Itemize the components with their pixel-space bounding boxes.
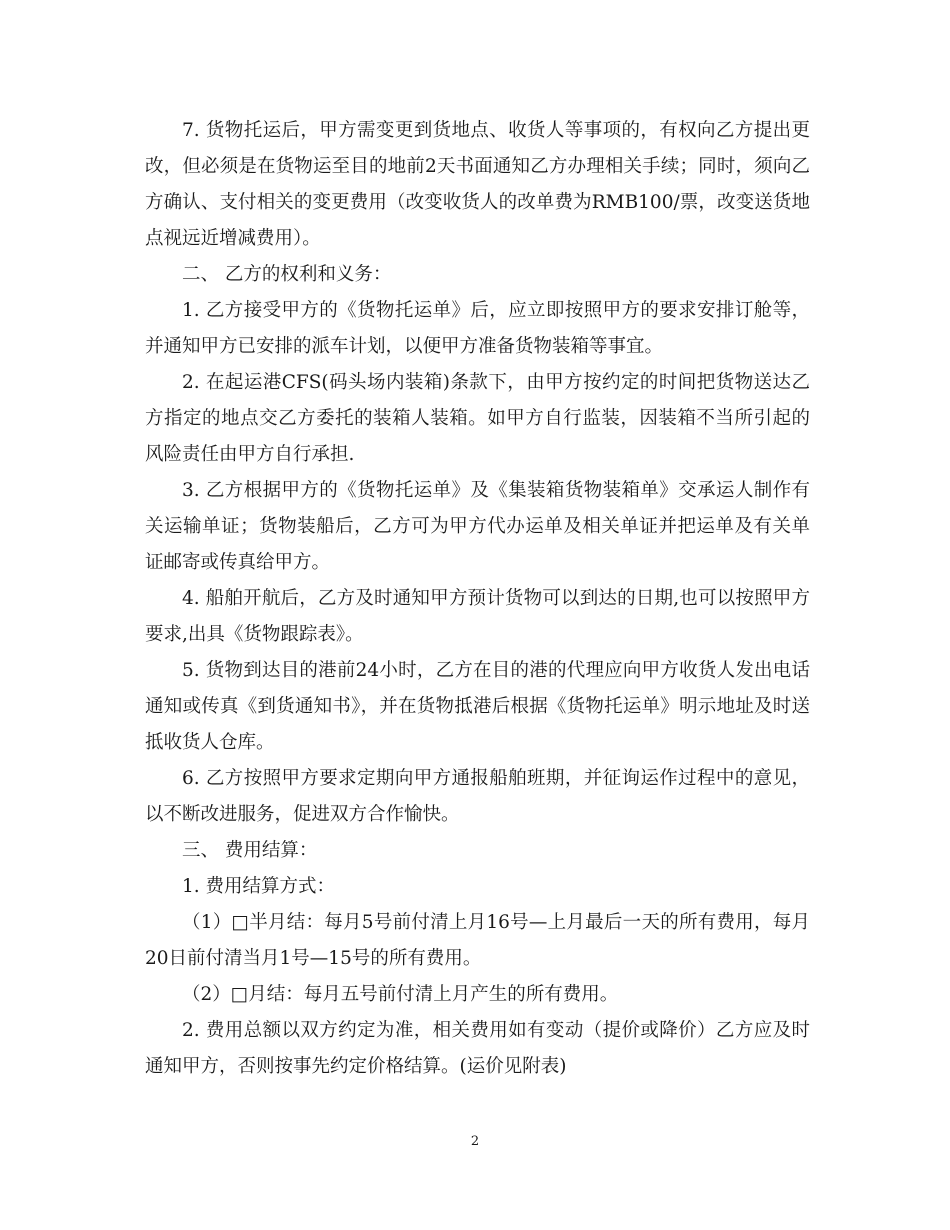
section-heading-party-b-rights: 二、 乙方的权利和义务： [182,264,392,285]
paragraph-fee-clause-1: 1. 费用结算方式： [182,876,336,897]
paragraph-fee-clause-2: 2. 费用总额以双方约定为准，相关费用如有变动（提价或降价）乙方应及时通知甲方，否则按事先约定价格结算。(运价见附表) [145,1020,810,1077]
paragraph-monthly-option: （2）□月结：每月五号前付清上月产生的所有费用。 [182,984,619,1005]
paragraph-clause-7: 7. 货物托运后，甲方需变更到货地点、收货人等事项的，有权向乙方提出更改，但必须是在货物运至目的地前2天书面通知乙方办理相关手续；同时，须向乙方确认、支付相关的变更费用（改变收货人的改单费为RMB100/票，改变送货地点视远近增减费用）。 [145,120,810,249]
paragraph-b-clause-1: 1. 乙方接受甲方的《货物托运单》后，应立即按照甲方的要求安排订舱等，并通知甲方已安排的派车计划，以便甲方准备货物装箱等事宜。 [145,300,810,357]
document-body [145,113,810,1085]
paragraph-b-clause-4: 4. 船舶开航后，乙方及时通知甲方预计货物可以到达的日期,也可以按照甲方要求,出具《货物跟踪表》。 [145,588,810,645]
page-number: 2 [470,1134,480,1149]
paragraph-b-clause-2: 2. 在起运港CFS(码头场内装箱)条款下，由甲方按约定的时间把货物送达乙方指定的地点交乙方委托的装箱人装箱。如甲方自行监装，因装箱不当所引起的风险责任由甲方自行承担. [145,372,810,465]
paragraph-b-clause-3: 3. 乙方根据甲方的《货物托运单》及《集装箱货物装箱单》交承运人制作有关运输单证；货物装船后，乙方可为甲方代办运单及相关单证并把运单及有关单证邮寄或传真给甲方。 [145,480,810,573]
section-heading-fee-settlement: 三、 费用结算： [182,840,318,861]
paragraph-b-clause-5: 5. 货物到达目的港前24小时，乙方在目的港的代理应向甲方收货人发出电话通知或传真《到货通知书》，并在货物抵港后根据《货物托运单》明示地址及时送抵收货人仓库。 [145,660,810,753]
paragraph-half-month-option: （1）□半月结：每月5号前付清上月16号—上月最后一天的所有费用，每月20日前付清当月1号—15号的所有费用。 [145,912,810,969]
paragraph-b-clause-6: 6. 乙方按照甲方要求定期向甲方通报船舶班期，并征询运作过程中的意见，以不断改进服务，促进双方合作愉快。 [145,768,810,825]
